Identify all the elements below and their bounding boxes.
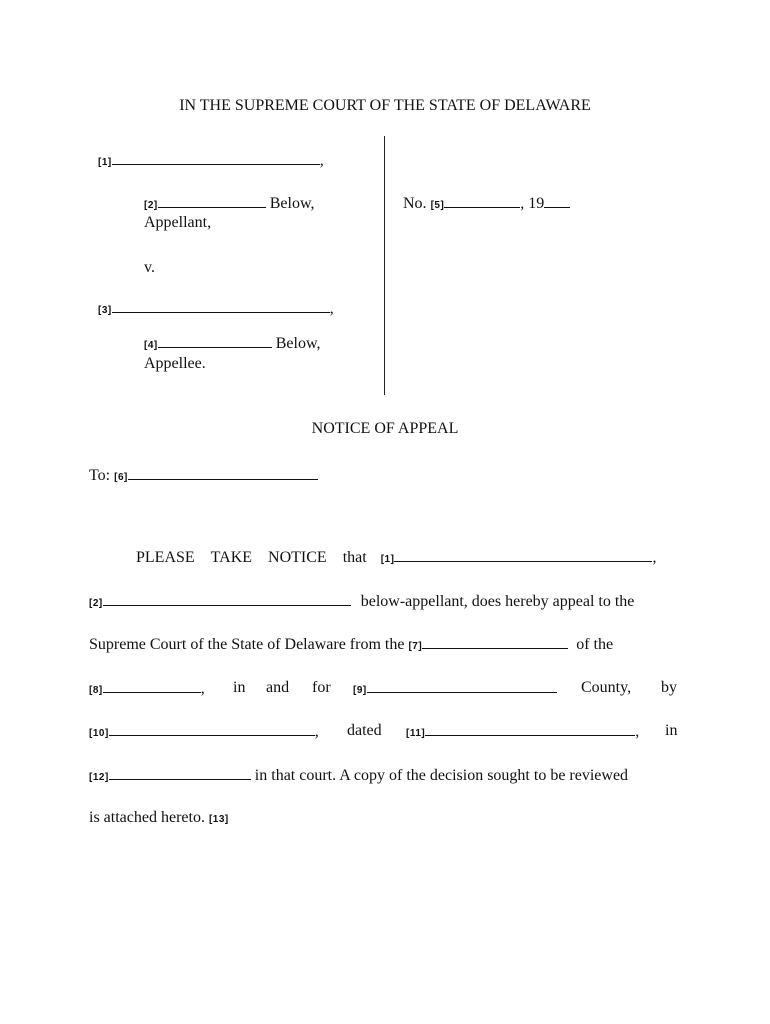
body-line-6 — [89, 765, 628, 788]
supreme-court-text: Supreme Court of the State of Delaware from the — [89, 636, 405, 653]
field-12-tag: [12] — [89, 772, 109, 783]
to-label: To: — [89, 467, 111, 484]
field-1-tag: [1] — [98, 157, 112, 168]
that-word: that — [342, 549, 367, 566]
body-line-3 — [89, 634, 613, 657]
in-word: in — [233, 679, 246, 696]
court-title: IN THE SUPREME COURT OF THE STATE OF DELAWARE — [179, 97, 591, 114]
please-word: PLEASE — [136, 549, 195, 566]
body-line-2 — [89, 591, 634, 614]
field-11-tag: [11] — [406, 728, 426, 739]
field-1-blank[interactable] — [112, 150, 320, 165]
in-word: in — [665, 722, 678, 739]
field-1-tag: [1] — [380, 554, 395, 565]
field-8-blank[interactable] — [103, 678, 201, 693]
field-9-blank[interactable] — [367, 678, 557, 693]
for-word: for — [312, 679, 331, 696]
caption-party-4-line — [144, 333, 320, 356]
comma: , — [200, 680, 205, 697]
below-label: Below, — [275, 335, 321, 352]
body-line-5 — [89, 721, 679, 744]
of-the-text: of the — [576, 636, 614, 653]
year-blank[interactable] — [544, 193, 570, 208]
caption-party-1-line — [98, 150, 324, 173]
case-number-line — [403, 193, 570, 216]
county-word: County, — [581, 679, 632, 696]
comma: , — [520, 195, 525, 212]
comma: , — [635, 723, 640, 740]
attached-text: is attached hereto. — [89, 809, 205, 826]
and-word: and — [266, 679, 290, 696]
field-5-blank[interactable] — [444, 193, 520, 208]
notice-word: NOTICE — [268, 549, 327, 566]
field-12-blank[interactable] — [109, 765, 251, 780]
versus-label: v. — [144, 259, 155, 276]
field-3-blank[interactable] — [112, 298, 330, 313]
field-10-tag: [10] — [89, 728, 109, 739]
case-no-label: No. — [403, 195, 427, 212]
body-field-1-blank[interactable] — [394, 547, 652, 562]
appellant-label: Appellant, — [144, 214, 212, 231]
field-9-tag: [9] — [353, 685, 367, 696]
below-label: Below, — [269, 195, 315, 212]
field-4-tag: [4] — [144, 340, 158, 351]
field-2-tag: [2] — [89, 598, 103, 609]
field-2-blank[interactable] — [158, 193, 266, 208]
take-word: TAKE — [210, 549, 253, 566]
body-line-7 — [89, 808, 229, 830]
field-8-tag: [8] — [89, 685, 103, 696]
by-word: by — [661, 679, 677, 696]
field-4-blank[interactable] — [158, 333, 272, 348]
field-11-blank[interactable] — [425, 721, 635, 736]
body-line-1 — [136, 547, 656, 570]
below-appellant-text: below-appellant, does hereby appeal to the — [360, 593, 635, 610]
in-that-court-text: in that court. A copy of the decision sought to be reviewed — [254, 767, 629, 784]
year-prefix: 19 — [528, 195, 545, 212]
field-7-blank[interactable] — [422, 634, 568, 649]
comma: , — [314, 723, 319, 740]
caption-party-3-line — [98, 298, 334, 321]
to-line — [89, 465, 318, 488]
body-field-2-blank[interactable] — [103, 591, 351, 606]
field-10-blank[interactable] — [109, 721, 315, 736]
body-line-4 — [89, 678, 679, 701]
comma: , — [319, 152, 324, 169]
notice-heading: NOTICE OF APPEAL — [311, 420, 459, 437]
caption-divider — [384, 136, 385, 395]
comma: , — [329, 300, 334, 317]
field-13-tag: [13] — [208, 814, 229, 825]
dated-word: dated — [347, 722, 382, 739]
field-6-blank[interactable] — [128, 465, 318, 480]
appellee-label: Appellee. — [144, 355, 206, 372]
field-2-tag: [2] — [144, 200, 158, 211]
field-5-tag: [5] — [430, 200, 445, 211]
field-3-tag: [3] — [98, 305, 112, 316]
field-7-tag: [7] — [408, 641, 423, 652]
comma: , — [652, 549, 657, 566]
field-6-tag: [6] — [114, 472, 128, 483]
